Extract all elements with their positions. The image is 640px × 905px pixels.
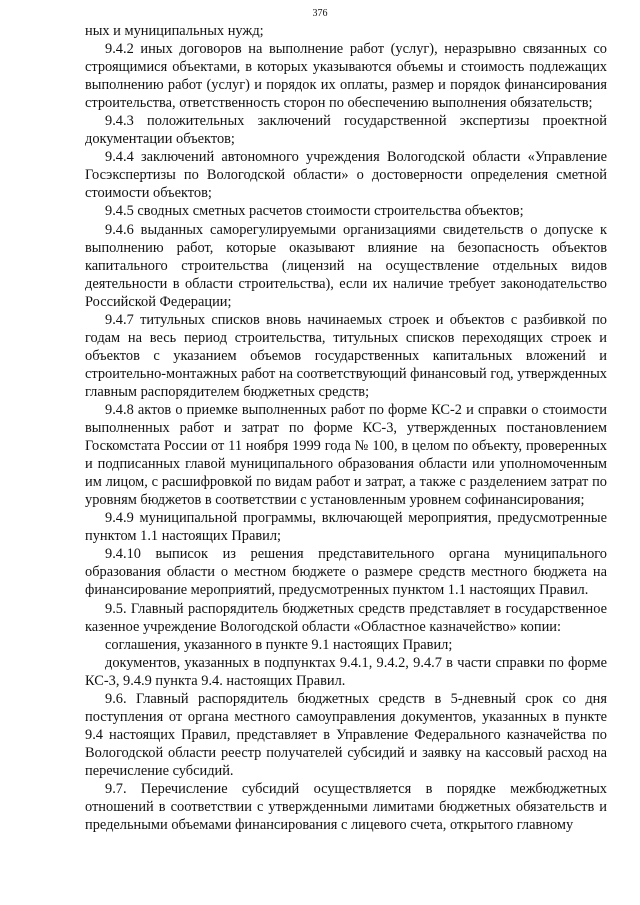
paragraph-9-4-5: 9.4.5 сводных сметных расчетов стоимости строительства объектов; <box>105 203 524 220</box>
paragraph-9-4-10: 9.4.10 выписок из решения представительного органа муниципального образования области о местном бюджете о размере средств местного бюджета на финансирование мероприятий, предусмотренных пунктом 1.1 настоящих Правил. <box>85 546 607 599</box>
paragraph-9-4-6: 9.4.6 выданных саморегулируемыми организациями свидетельств о допуске к выполнению работ, которые оказывают влияние на безопасность объектов капитального строительства (лицензий на осуществление отдельных видов деятельности в области строительства), если их наличие требует законодательство Российской Федерации; <box>85 221 607 310</box>
paragraph-9-4-7: 9.4.7 титульных списков вновь начинаемых строек и объектов с разбивкой по годам на весь период строительства, титульных списков переходящих строек и объектов с указанием объемов государственных капитальных вложений и строительно-монтажных работ на соответствующий финансовый год, утвержденных главным распорядителем бюджетных средств; <box>85 311 607 400</box>
paragraph-9-4-3: 9.4.3 положительных заключений государственной экспертизы проектной документации объектов; <box>85 113 607 148</box>
paragraph-9-4-9: 9.4.9 муниципальной программы, включающей мероприятия, предусмотренные пунктом 1.1 настоящих Правил; <box>85 510 607 545</box>
document-body <box>85 22 607 834</box>
paragraph-9-5-item-agreement: соглашения, указанного в пункте 9.1 настоящих Правил; <box>105 636 453 653</box>
paragraph-9-7: 9.7. Перечисление субсидий осуществляется в порядке межбюджетных отношений в соответствии с утвержденными лимитами бюджетных обязательств и предельными объемами финансирования с лицевого счета, открытого главному <box>85 780 607 834</box>
paragraph-9-5: 9.5. Главный распорядитель бюджетных средств представляет в государственное казенное учреждение Вологодской области «Областное казначейство» копии: <box>85 600 607 635</box>
page-number: 376 <box>312 8 328 19</box>
paragraph-9-4-2: 9.4.2 иных договоров на выполнение работ (услуг), неразрывно связанных со строящимися объектами, в которых указываются объемы и стоимость подлежащих выполнению работ (услуг) и порядок их оплаты, размер и порядок финансирования строительства, ответственность сторон по обеспечению выполнения обязательств; <box>85 41 607 112</box>
paragraph-9-4-8: 9.4.8 актов о приемке выполненных работ по форме КС-2 и справки о стоимости выполненных работ и затрат по форме КС-3, утвержденных постановлением Госкомстата России от 11 ноября 1999 года № 100, в целом по объекту, проверенных и подписанных главой муниципального образования области или уполномоченным им лицом, с расшифровкой по видам работ и затрат, а также с разделением затрат по уровням бюджетов в соответствии с установленным уровнем софинансирования; <box>85 401 607 509</box>
paragraph-continuation: ных и муниципальных нужд; <box>85 23 264 39</box>
paragraph-9-6: 9.6. Главный распорядитель бюджетных средств в 5-дневный срок со дня поступления от органа местного самоуправления документов, указанных в пункте 9.4 настоящих Правил, представляет в Управление Федерального казначейства по Вологодской области реестр получателей субсидий и заявку на кассовый расход на перечисление субсидий. <box>85 690 607 779</box>
paragraph-9-5-item-documents: документов, указанных в подпунктах 9.4.1, 9.4.2, 9.4.7 в части справки по форме КС-3, 9.4.9 пункта 9.4. настоящих Правил. <box>85 654 607 689</box>
paragraph-9-4-4: 9.4.4 заключений автономного учреждения Вологодской области «Управление Госэкспертизы по Вологодской области» о достоверности определения сметной стоимости объектов; <box>85 149 607 202</box>
